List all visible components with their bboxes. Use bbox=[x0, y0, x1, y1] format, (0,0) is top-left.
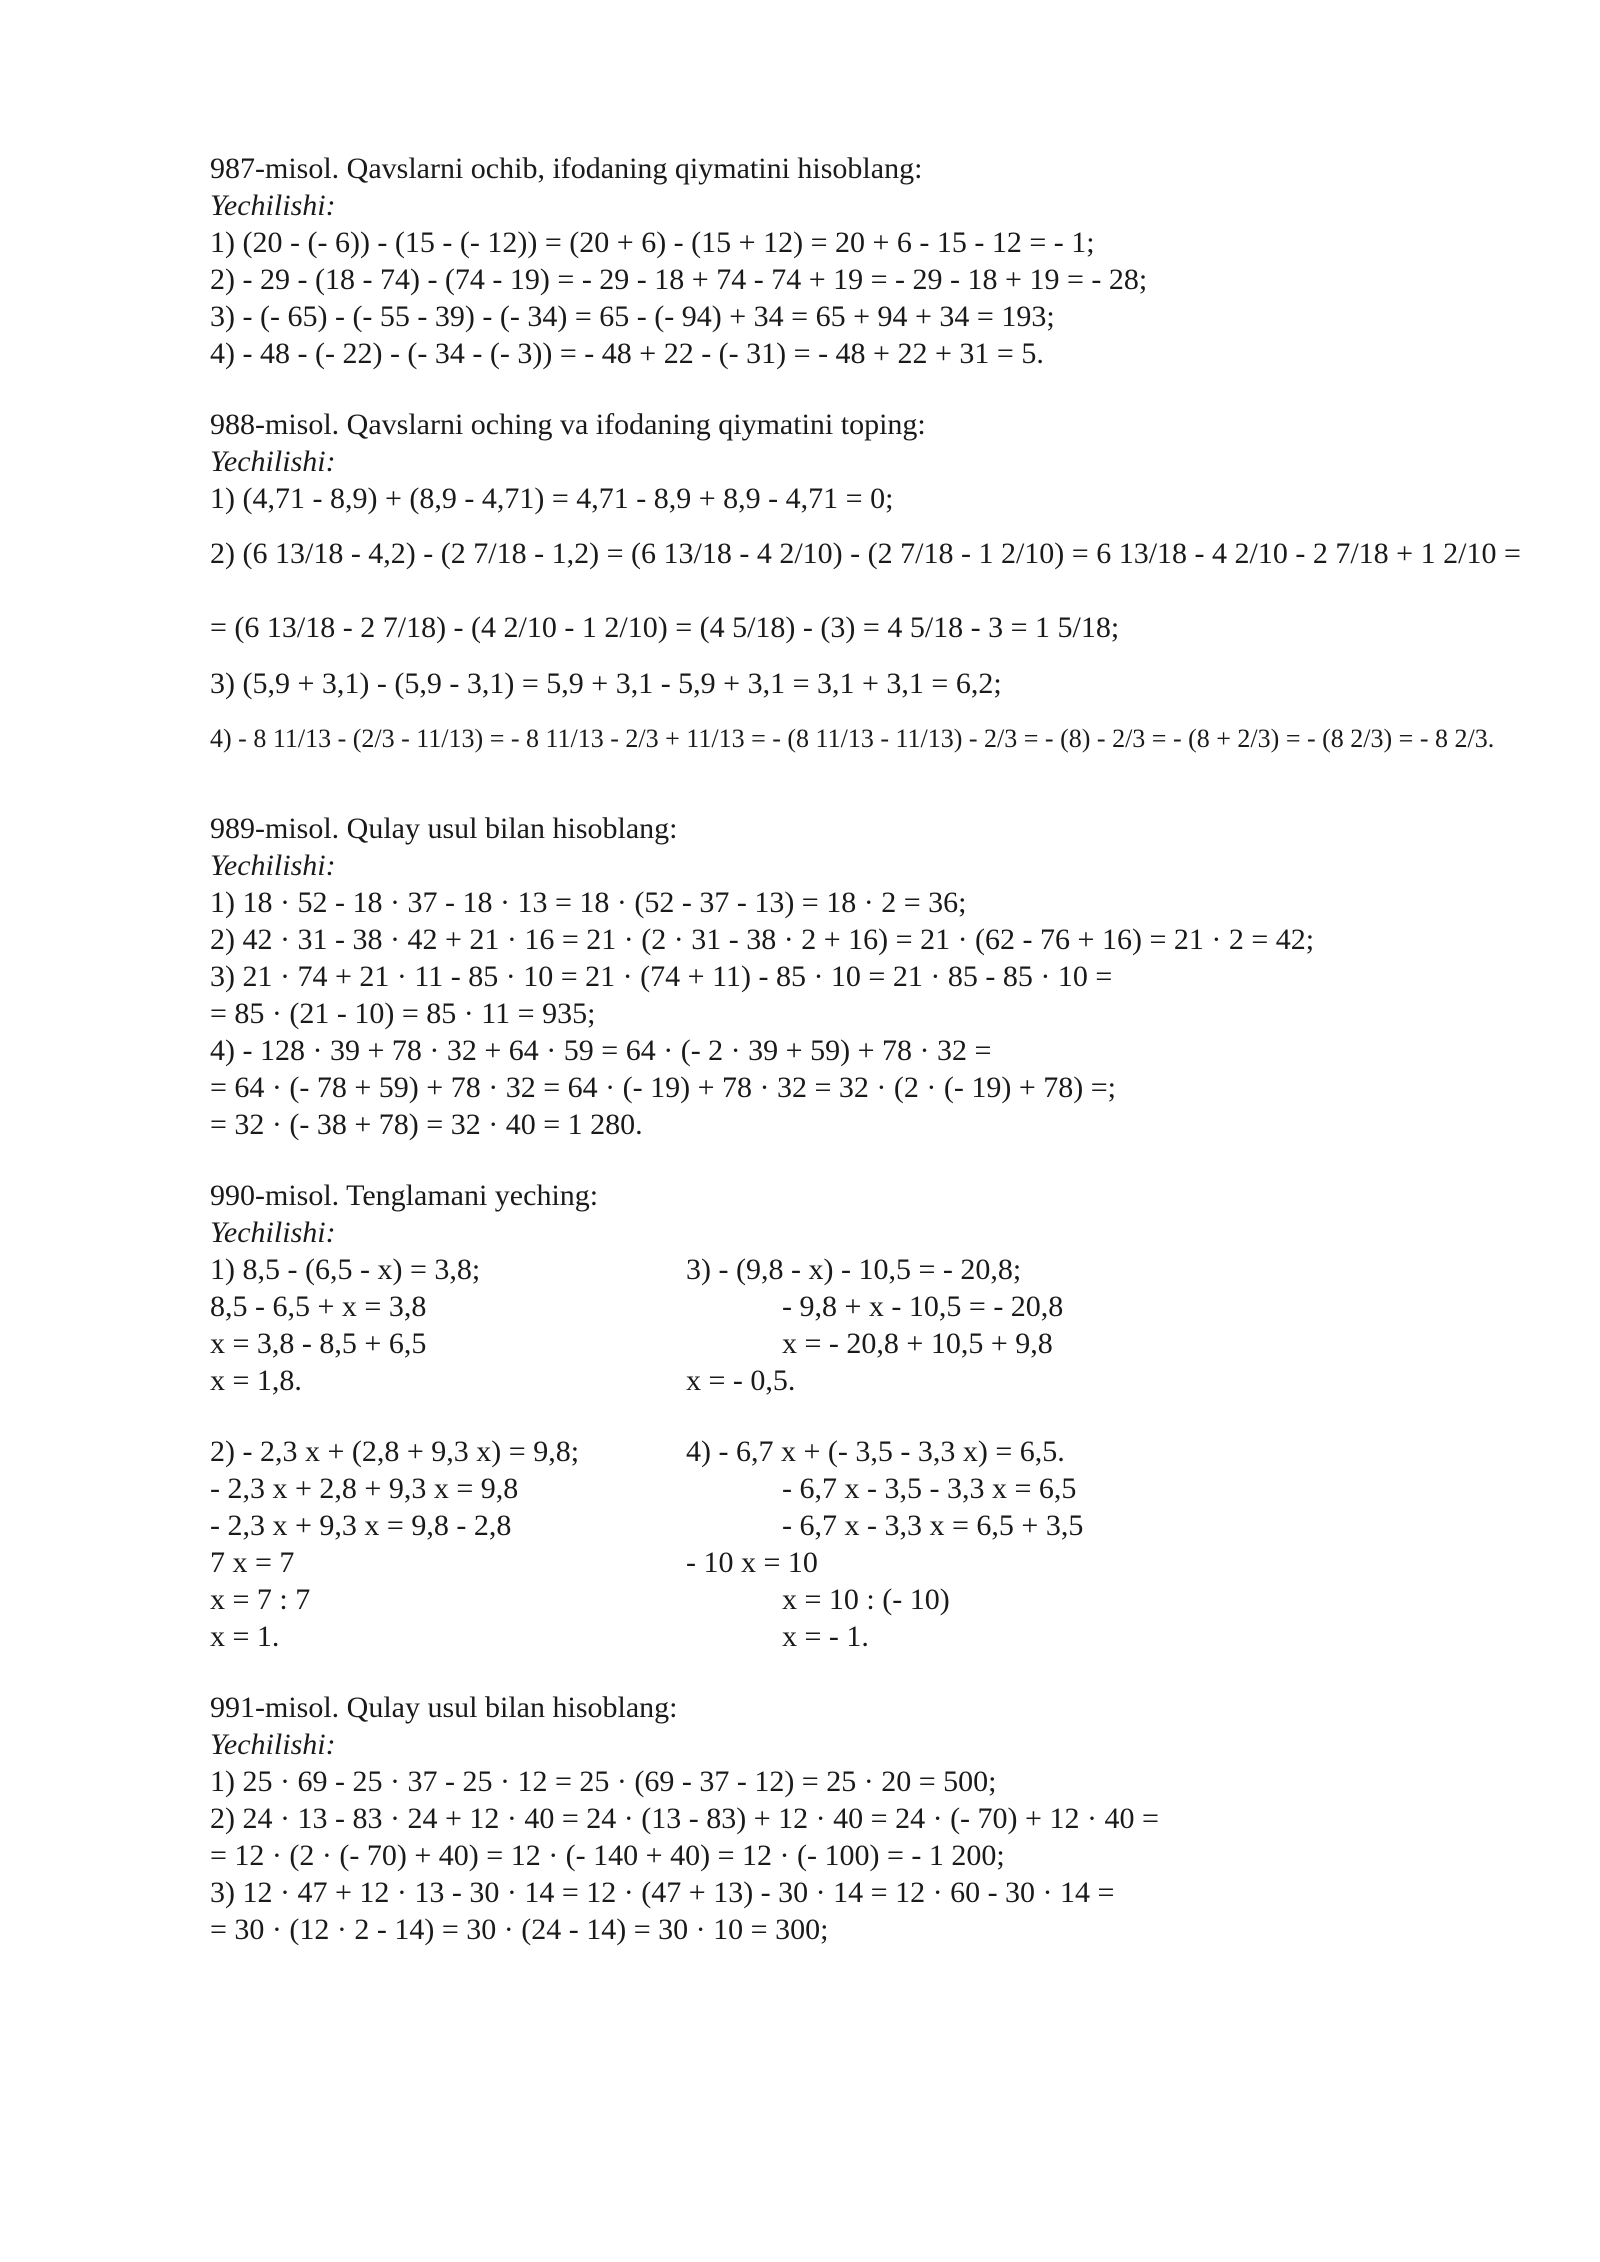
solution-line: 4) - 8 11/13 - (2/3 - 11/13) = - 8 11/13 - 2/3 + 11/13 = - (8 11/13 - 11/13) - 2/3 = - (8) - 2/3 = - (8 + 2/3) = - (8 2/3) = - 8 2/3. bbox=[210, 724, 1495, 753]
exercise-title: 991-misol. Qulay usul bilan hisoblang: bbox=[210, 1691, 678, 1724]
solution-line: 4) - 128 · 39 + 78 · 32 + 64 · 59 = 64 · (- 2 · 39 + 59) + 78 · 32 = bbox=[210, 1034, 992, 1067]
solution-line: - 9,8 + x - 10,5 = - 20,8 bbox=[782, 1290, 1064, 1323]
solution-line: - 10 x = 10 bbox=[686, 1546, 818, 1579]
exercise-988 bbox=[210, 406, 1521, 776]
exercise-title: 988-misol. Qavslarni oching va ifodaning qiymatini toping: bbox=[210, 408, 926, 441]
solution-line: x = 1,8. bbox=[210, 1364, 302, 1397]
solution-line: 7 x = 7 bbox=[210, 1546, 295, 1579]
solution-line: = 85 · (21 - 10) = 85 · 11 = 935; bbox=[210, 997, 596, 1030]
solution-line: = 32 · (- 38 + 78) = 32 · 40 = 1 280. bbox=[210, 1108, 643, 1141]
solution-label: Yechilishi: bbox=[210, 445, 336, 478]
solution-line: x = - 20,8 + 10,5 + 9,8 bbox=[782, 1327, 1053, 1360]
solution-line: 3) - (- 65) - (- 55 - 39) - (- 34) = 65 - (- 94) + 34 = 65 + 94 + 34 = 193; bbox=[210, 300, 1055, 333]
equations-block-b bbox=[210, 1433, 1450, 1655]
document-page bbox=[210, 150, 1521, 1982]
solution-line: 2) (6 13/18 - 4,2) - (2 7/18 - 1,2) = (6 13/18 - 4 2/10) - (2 7/18 - 1 2/10) = 6 13/18 - 4 2/10 - 2 7/18 + 1 2/10 = bbox=[210, 537, 1521, 570]
solution-line: x = - 0,5. bbox=[686, 1364, 796, 1397]
solution-line: - 6,7 x - 3,3 x = 6,5 + 3,5 bbox=[782, 1509, 1084, 1542]
solution-line: = (6 13/18 - 2 7/18) - (4 2/10 - 1 2/10) = (4 5/18) - (3) = 4 5/18 - 3 = 1 5/18; bbox=[210, 611, 1120, 644]
equation-2 bbox=[210, 1433, 686, 1655]
exercise-title: 990-misol. Tenglamani yeching: bbox=[210, 1179, 599, 1212]
solution-line: 1) 18 · 52 - 18 · 37 - 18 · 13 = 18 · (52 - 37 - 13) = 18 · 2 = 36; bbox=[210, 886, 967, 919]
solution-line: = 30 · (12 · 2 - 14) = 30 · (24 - 14) = 30 · 10 = 300; bbox=[210, 1913, 829, 1946]
solution-line: 3) 12 · 47 + 12 · 13 - 30 · 14 = 12 · (47 + 13) - 30 · 14 = 12 · 60 - 30 · 14 = bbox=[210, 1876, 1115, 1909]
solution-line: x = 7 : 7 bbox=[210, 1583, 311, 1616]
solution-line: 8,5 - 6,5 + x = 3,8 bbox=[210, 1290, 427, 1323]
solution-line: 1) 8,5 - (6,5 - x) = 3,8; bbox=[210, 1253, 481, 1286]
equation-1 bbox=[210, 1251, 686, 1399]
solution-line: 1) 25 · 69 - 25 · 37 - 25 · 12 = 25 · (69 - 37 - 12) = 25 · 20 = 500; bbox=[210, 1765, 997, 1798]
solution-label: Yechilishi: bbox=[210, 189, 336, 222]
equations-block-a bbox=[210, 1251, 1450, 1399]
solution-line: 4) - 48 - (- 22) - (- 34 - (- 3)) = - 48 + 22 - (- 31) = - 48 + 22 + 31 = 5. bbox=[210, 337, 1044, 370]
solution-line: = 64 · (- 78 + 59) + 78 · 32 = 64 · (- 19) + 78 · 32 = 32 · (2 · (- 19) + 78) =; bbox=[210, 1071, 1117, 1104]
solution-line: - 2,3 x + 9,3 x = 9,8 - 2,8 bbox=[210, 1509, 512, 1542]
solution-line: - 2,3 x + 2,8 + 9,3 x = 9,8 bbox=[210, 1472, 519, 1505]
solution-line: 3) 21 · 74 + 21 · 11 - 85 · 10 = 21 · (74 + 11) - 85 · 10 = 21 · 85 - 85 · 10 = bbox=[210, 960, 1113, 993]
exercise-991 bbox=[210, 1689, 1450, 1948]
solution-line: 2) - 2,3 x + (2,8 + 9,3 x) = 9,8; bbox=[210, 1435, 580, 1468]
solution-line: 1) (20 - (- 6)) - (15 - (- 12)) = (20 + 6) - (15 + 12) = 20 + 6 - 15 - 12 = - 1; bbox=[210, 226, 1095, 259]
solution-label: Yechilishi: bbox=[210, 1728, 336, 1761]
solution-line: x = 1. bbox=[210, 1620, 280, 1653]
solution-line: x = 10 : (- 10) bbox=[782, 1583, 950, 1616]
exercise-987 bbox=[210, 150, 1450, 372]
solution-line: 1) (4,71 - 8,9) + (8,9 - 4,71) = 4,71 - 8,9 + 8,9 - 4,71 = 0; bbox=[210, 482, 894, 515]
solution-line: x = 3,8 - 8,5 + 6,5 bbox=[210, 1327, 427, 1360]
equation-4 bbox=[686, 1433, 1286, 1655]
solution-line: 2) - 29 - (18 - 74) - (74 - 19) = - 29 - 18 + 74 - 74 + 19 = - 29 - 18 + 19 = - 28; bbox=[210, 263, 1148, 296]
solution-line: 2) 24 · 13 - 83 · 24 + 12 · 40 = 24 · (13 - 83) + 12 · 40 = 24 · (- 70) + 12 · 40 = bbox=[210, 1802, 1159, 1835]
solution-label: Yechilishi: bbox=[210, 1216, 336, 1249]
solution-line: 3) (5,9 + 3,1) - (5,9 - 3,1) = 5,9 + 3,1 - 5,9 + 3,1 = 3,1 + 3,1 = 6,2; bbox=[210, 667, 1002, 700]
solution-line: = 12 · (2 · (- 70) + 40) = 12 · (- 140 + 40) = 12 · (- 100) = - 1 200; bbox=[210, 1839, 1005, 1872]
solution-line: - 6,7 x - 3,5 - 3,3 x = 6,5 bbox=[782, 1472, 1077, 1505]
solution-label: Yechilishi: bbox=[210, 849, 336, 882]
solution-line: 4) - 6,7 x + (- 3,5 - 3,3 x) = 6,5. bbox=[686, 1435, 1065, 1468]
exercise-title: 987-misol. Qavslarni ochib, ifodaning qiymatini hisoblang: bbox=[210, 152, 923, 185]
exercise-990 bbox=[210, 1177, 1450, 1655]
spacer bbox=[210, 1399, 1450, 1433]
solution-line: 2) 42 · 31 - 38 · 42 + 21 · 16 = 21 · (2 · 31 - 38 · 2 + 16) = 21 · (62 - 76 + 16) = 21 · 2 = 42; bbox=[210, 923, 1315, 956]
exercise-title: 989-misol. Qulay usul bilan hisoblang: bbox=[210, 812, 678, 845]
equation-3 bbox=[686, 1251, 1286, 1399]
solution-line: x = - 1. bbox=[782, 1620, 869, 1653]
solution-line: 3) - (9,8 - x) - 10,5 = - 20,8; bbox=[686, 1253, 1022, 1286]
exercise-989 bbox=[210, 810, 1450, 1143]
